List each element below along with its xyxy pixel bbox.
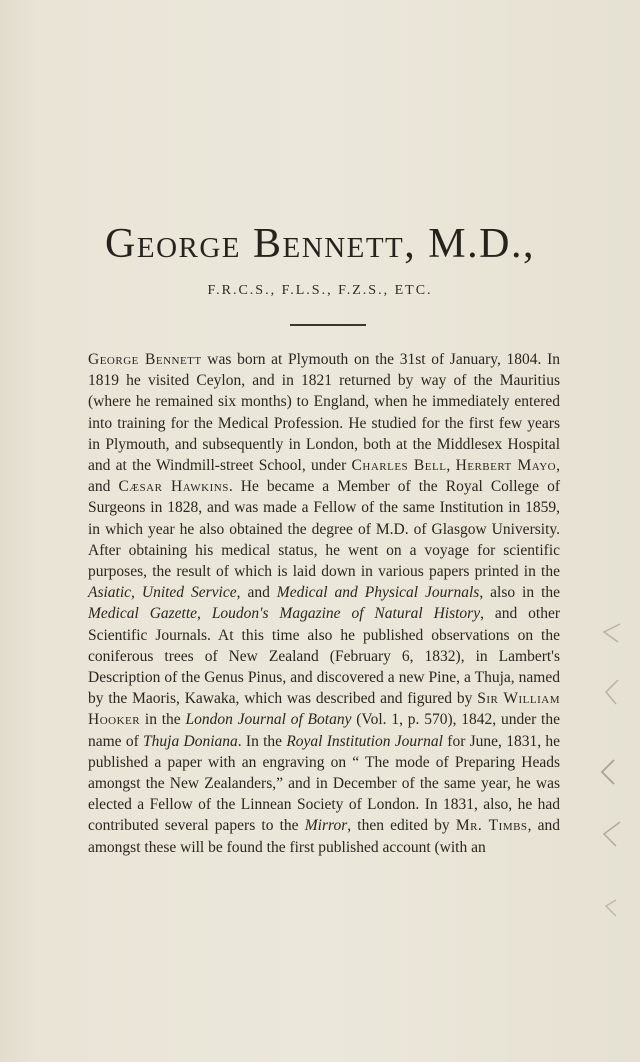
journal-title: Medical Gazette, Loudon's Magazine of Natural History [88, 605, 481, 623]
text-segment: , and amongst these will be found the first published account (with an [88, 817, 560, 856]
name-william-hooker: Sir William Hooker [88, 690, 560, 729]
text-segment: in the [140, 711, 186, 729]
name-mr-timbs: Mr. Timbs [455, 817, 528, 835]
name-caesar-hawkins: Cæsar Hawkins [118, 478, 229, 496]
page-title: George Bennett, M.D., [105, 221, 535, 267]
text-segment: . He became a Member of the Royal College of Surgeons in 1828, and was made a Fellow of the same Institution in 1859, in which year he also obtained the degree of M.D. of Glasgow University. After obtaining his medical status, he went on a voyage for scientific purposes, the result of which is laid down in various papers printed in the [88, 478, 560, 581]
margin-mark [606, 900, 616, 916]
journal-title: Medical and Physical Journals [276, 584, 480, 602]
journal-title: Royal Institution Journal [286, 732, 443, 750]
journal-title: Asiatic, United Service [88, 584, 237, 602]
page-subtitle: F.R.C.S., F.L.S., F.Z.S., ETC. [207, 283, 433, 298]
name-herbert-mayo: Herbert Mayo [455, 457, 557, 475]
text-segment: , and other Scientific Journals. At this time also he published observations on the coniferous trees of New Zealand (February 6, 1832), in Lambert's Description of the Genus Pinus, and discovered a new Pine, a Thuja, named by the Maoris, Kawaka, which was described and figured by [88, 605, 560, 708]
margin-mark [604, 624, 620, 642]
text-segment: , also in the [479, 584, 561, 602]
text-segment: , [446, 457, 456, 475]
biography-paragraph [88, 349, 560, 858]
text-segment: (Vol. 1, p. 570), 1842, under the name of [88, 711, 560, 750]
text-segment: , and [88, 457, 561, 496]
divider-rule [290, 324, 366, 326]
text-segment: was born at Plymouth on the 31st of January, 1804. In 1819 he visited Ceylon, and in 1821 returned by way of the Mauritius (where he remained six months) to England, when he immediately entered into training for the Medical Profession. He studied for the first few years in Plymouth, and subsequently in London, both at the Middlesex Hospital and at the Windmill-street School, under [88, 351, 560, 475]
text-segment: , then edited by [347, 817, 456, 835]
margin-mark [606, 680, 618, 704]
journal-title: Mirror [304, 817, 348, 835]
text-segment: . In the [237, 732, 287, 750]
margin-pencil-marks [598, 600, 638, 1020]
text-segment: for June, 1831, he published a paper with an engraving on “ The mode of Preparing Heads amongst the New Zealanders,” and in December of the same year, he was elected a Fellow of the Linnean Society of London. In 1831, also, he had contributed several papers to the [88, 732, 560, 835]
margin-mark [604, 822, 620, 846]
text-segment: , and [236, 584, 277, 602]
margin-mark [602, 760, 614, 784]
name-charles-bell: Charles Bell [351, 457, 447, 475]
journal-title: London Journal of Botany [185, 711, 352, 729]
name-george-bennett: George Bennett [88, 351, 202, 368]
species-name: Thuja Doniana [143, 732, 238, 750]
